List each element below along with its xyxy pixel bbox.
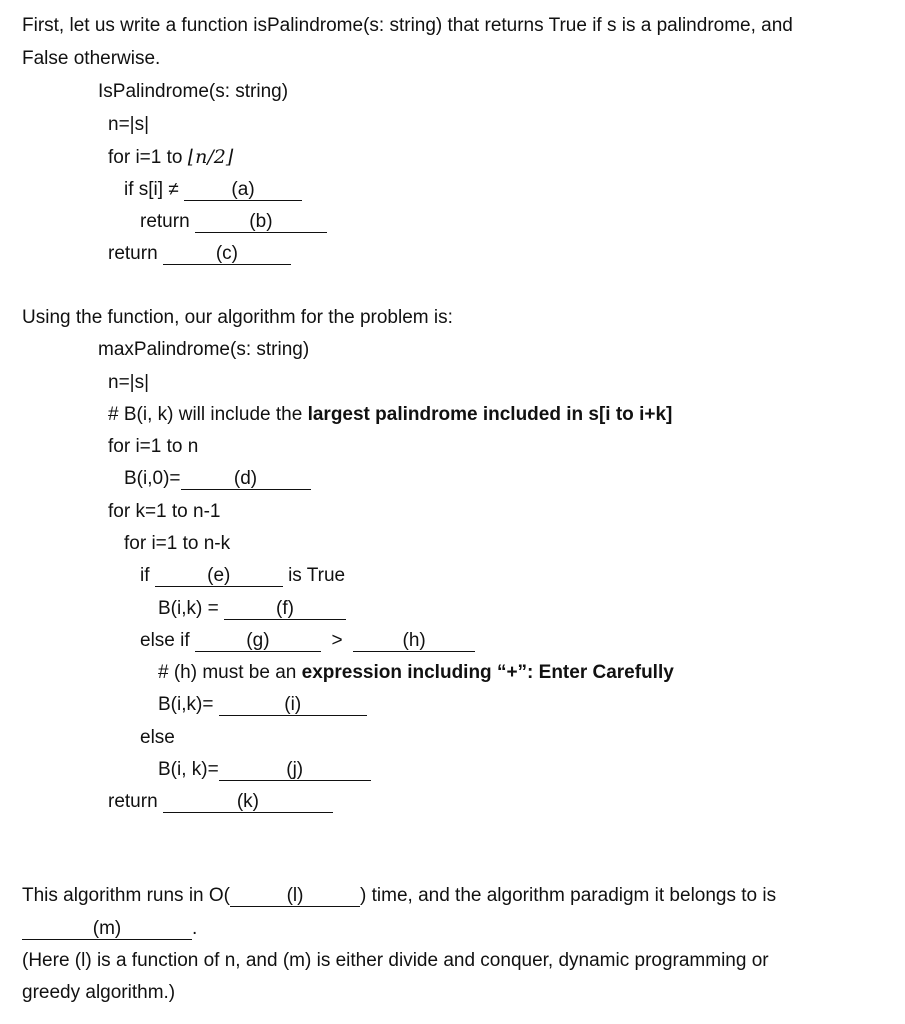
for-i-nk-loop: for i=1 to n-k [124,533,231,554]
blank-h[interactable]: (h) [353,631,475,652]
note-line-2: greedy algorithm.) [22,982,176,1003]
runtime-line [22,884,776,908]
period: . [192,918,198,939]
comment-text: # B(i, k) will include the [108,404,308,425]
note-line-1: (Here (l) is a function of n, and (m) is either divide and conquer, dynamic programming or [22,950,769,971]
ispalindrome-if-line [124,178,302,202]
for-k-loop: for k=1 to n-1 [108,501,221,522]
comment-h-line [158,661,674,685]
else-line: else [140,727,175,748]
else-if-line [140,629,475,653]
blank-j[interactable]: (j) [219,760,371,781]
return-keyword: return [140,211,190,232]
comment-bold-text: largest palindrome included in s[i to i+k] [307,404,673,425]
b-ik-text: B(i,k) = [158,598,219,619]
ispalindrome-for-loop [108,145,233,170]
blank-i[interactable]: (i) [219,695,367,716]
intro-line-1: First, let us write a function isPalindrome(s: string) that returns True if s is a palindrome, and [22,15,793,36]
ispalindrome-n-assign: n=|s| [108,114,150,135]
intro-line-2: False otherwise. [22,48,161,69]
blank-c[interactable]: (c) [163,244,291,265]
maxpalindrome-comment [108,403,672,427]
greater-than-symbol: > [331,630,343,651]
blank-d[interactable]: (d) [181,469,311,490]
paradigm-line [22,917,197,941]
blank-a[interactable]: (a) [184,180,302,201]
if-condition-text: if s[i] ≠ [124,179,179,200]
runtime-suffix: ) time, and the algorithm paradigm it belongs to is [360,885,777,906]
is-true-text: is True [288,565,346,586]
maxpalindrome-n-assign: n=|s| [108,372,150,393]
if-e-line [140,564,345,588]
b-i0-text: B(i,0)= [124,468,181,489]
blank-m[interactable]: (m) [22,919,192,940]
floor-expression: ⌊n/2⌋ [187,146,234,168]
maxpalindrome-signature: maxPalindrome(s: string) [98,339,310,360]
return-keyword: return [108,791,158,812]
blank-l[interactable]: (l) [230,886,360,907]
blank-e[interactable]: (e) [155,566,283,587]
blank-b[interactable]: (b) [195,212,327,233]
runtime-prefix: This algorithm runs in O( [22,885,231,906]
b-ik-text: B(i,k)= [158,694,214,715]
blank-k[interactable]: (k) [163,792,333,813]
ispalindrome-signature: IsPalindrome(s: string) [98,81,289,102]
return-k-line [108,790,333,814]
else-if-keyword: else if [140,630,190,651]
b-ik-j-line [158,758,371,782]
b-i0-line [124,467,311,491]
if-keyword: if [140,565,150,586]
ispalindrome-outer-return [108,242,291,266]
comment-h-bold-text: expression including “+”: Enter Carefully [301,662,674,683]
comment-h-text: # (h) must be an [158,662,302,683]
b-ik-f-line [158,597,346,621]
return-keyword: return [108,243,158,264]
b-ik-i-line [158,693,367,717]
b-ik-text: B(i, k)= [158,759,219,780]
for-loop-text: for i=1 to [108,147,188,168]
using-function-text: Using the function, our algorithm for the problem is: [22,307,453,328]
ispalindrome-inner-return [140,210,327,234]
for-i-loop: for i=1 to n [108,436,199,457]
blank-g[interactable]: (g) [195,631,321,652]
blank-f[interactable]: (f) [224,599,346,620]
